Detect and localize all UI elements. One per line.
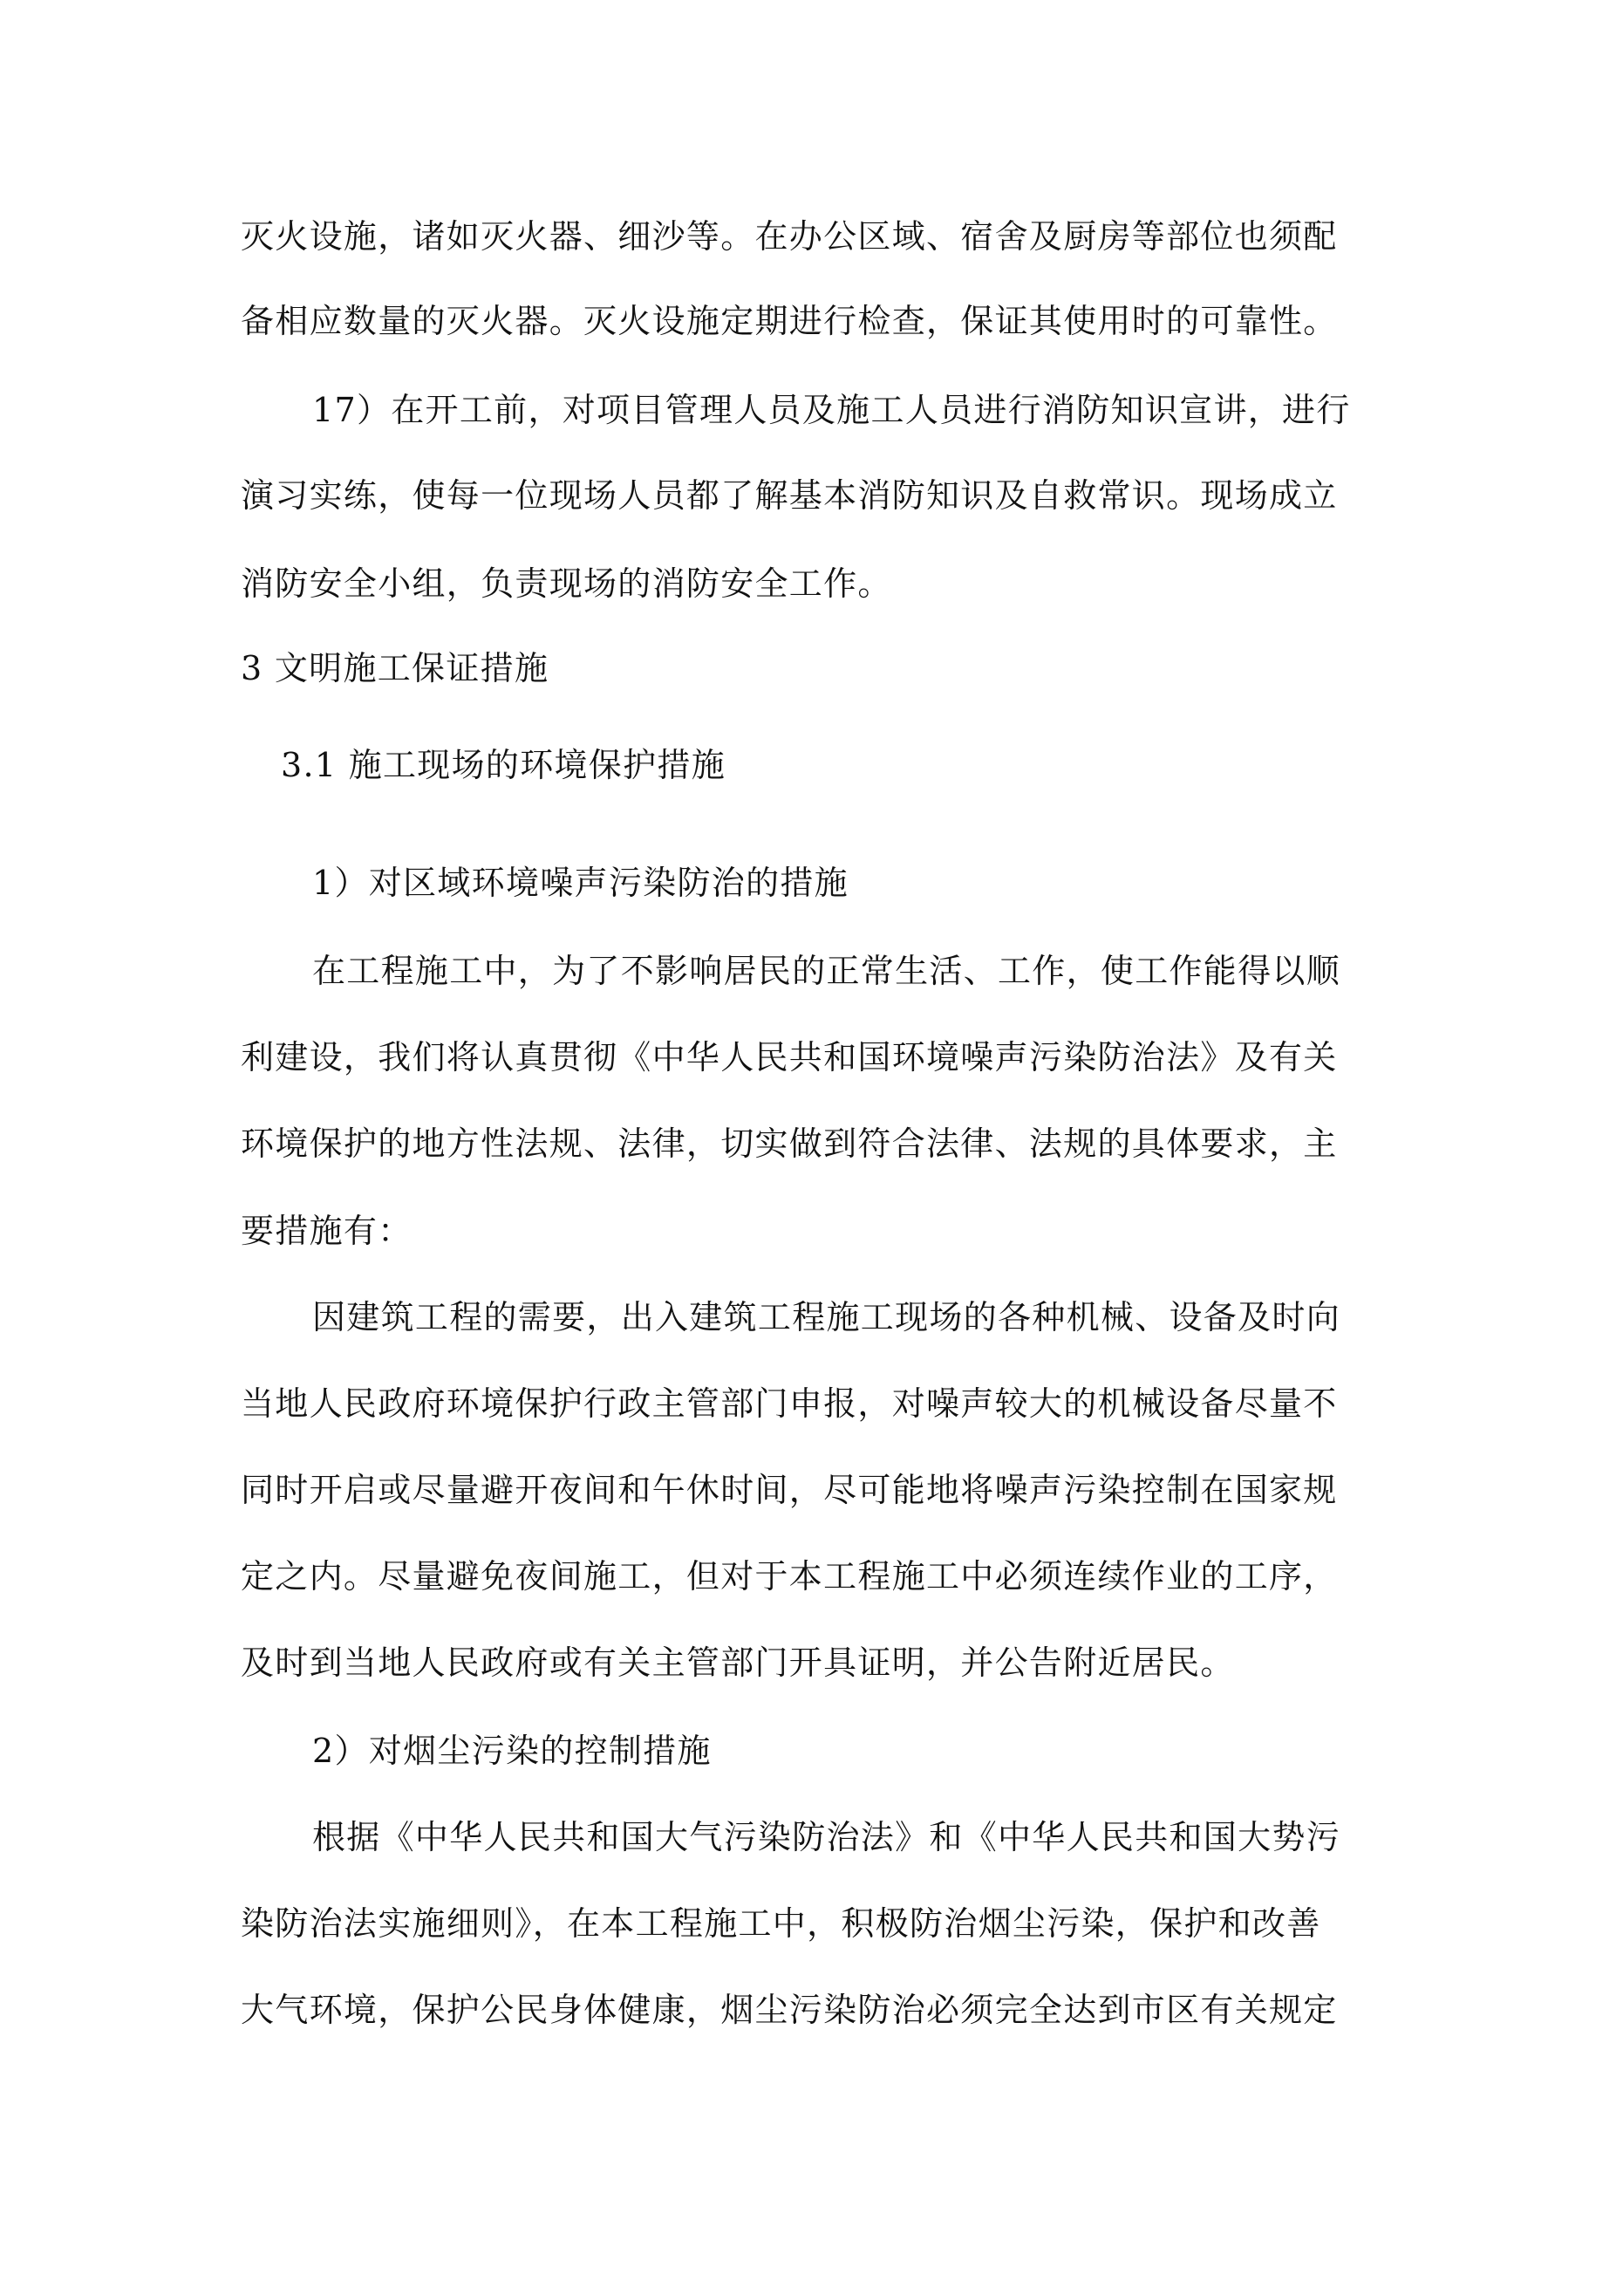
item-heading: 2）对烟尘污染的控制措施 bbox=[312, 1732, 712, 1770]
text-line: 要措施有： bbox=[241, 1212, 413, 1250]
text-line: 灭火设施，诸如灭火器、细沙等。在办公区域、宿舍及厨房等部位也须配 bbox=[241, 217, 1338, 256]
item-heading: 1）对区域环境噪声污染防治的措施 bbox=[312, 864, 849, 902]
text-line: 17）在开工前，对项目管理人员及施工人员进行消防知识宣讲，进行 bbox=[312, 391, 1351, 429]
text-line: 及时到当地人民政府或有关主管部门开具证明，并公告附近居民。 bbox=[241, 1643, 1235, 1682]
text-line: 备相应数量的灭火器。灭火设施定期进行检查，保证其使用时的可靠性。 bbox=[241, 302, 1338, 340]
text-line: 定之内。尽量避免夜间施工，但对于本工程施工中必须连续作业的工序， bbox=[241, 1557, 1338, 1596]
text-line: 大气环境，保护公民身体健康，烟尘污染防治必须完全达到市区有关规定 bbox=[241, 1991, 1338, 2029]
text-line: 利建设，我们将认真贯彻《中华人民共和国环境噪声污染防治法》及有关 bbox=[241, 1038, 1338, 1076]
text-line: 根据《中华人民共和国大气污染防治法》和《中华人民共和国大势污 bbox=[312, 1818, 1341, 1856]
text-line: 消防安全小组，负责现场的消防安全工作。 bbox=[241, 564, 892, 603]
section-heading: 3 文明施工保证措施 bbox=[241, 649, 549, 687]
text-line: 因建筑工程的需要，出入建筑工程施工现场的各种机械、设备及时向 bbox=[312, 1298, 1341, 1336]
text-line: 在工程施工中，为了不影响居民的正常生活、工作，使工作能得以顺 bbox=[312, 952, 1341, 990]
text-line: 当地人民政府环境保护行政主管部门申报，对噪声较大的机械设备尽量不 bbox=[241, 1384, 1338, 1423]
subsection-heading: 3.1 施工现场的环境保护措施 bbox=[281, 746, 726, 784]
text-line: 演习实练，使每一位现场人员都了解基本消防知识及自救常识。现场成立 bbox=[241, 476, 1338, 515]
text-line: 染防治法实施细则》，在本工程施工中，积极防治烟尘污染，保护和改善 bbox=[241, 1904, 1321, 1943]
text-line: 环境保护的地方性法规、法律，切实做到符合法律、法规的具体要求，主 bbox=[241, 1124, 1338, 1163]
text-line: 同时开启或尽量避开夜间和午休时间，尽可能地将噪声污染控制在国家规 bbox=[241, 1471, 1338, 1509]
